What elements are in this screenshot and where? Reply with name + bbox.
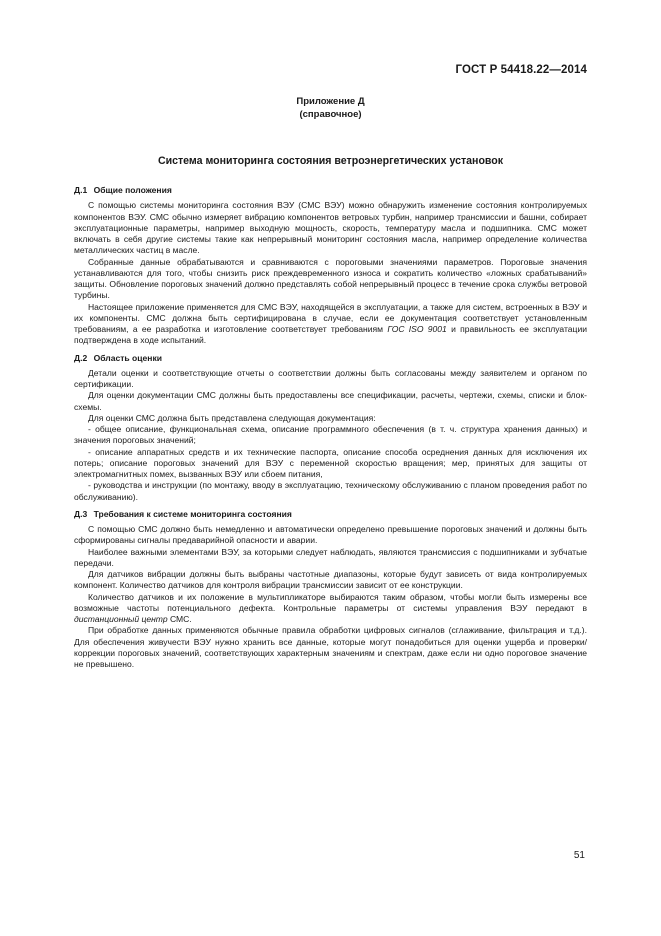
section-title: Требования к системе мониторинга состояния xyxy=(93,508,292,519)
paragraph: При обработке данных применяются обычные правила обработки цифровых сигналов (сглаживание, фильтрация и т.д.). Для обеспечения живучести ВЭУ нужно хранить все данные, которые могут понадобиться для оценки ущерба и проверки/коррекции пороговых значений, соответствующих характерным значениям и спектрам, даже если ни одно пороговое значение не превышено. xyxy=(74,625,587,669)
emphasis-term: дистанционный центр xyxy=(74,614,168,624)
section-number: Д.3 xyxy=(74,508,88,519)
paragraph: С помощью системы мониторинга состояния ВЭУ (СМС ВЭУ) можно обнаружить изменение состояния контролируемых компонентов ВЭУ. СМС обычно измеряет вибрацию компонентов ветровых турбин, например трансмиссии и башни, собирает эксплуатационные параметры, например выходную мощность, скорость, температуру масла и подшипника. СМС может включать в себя другие системы такие как непрерывный мониторинг состояния масла, например определение количества металлических частиц в масле. xyxy=(74,200,587,256)
paragraph: Для оценки СМС должна быть представлена следующая документация: xyxy=(88,412,376,423)
list-item: - общее описание, функциональная схема, описание программного обеспечения (в т. ч. структура хранения данных) и значения пороговых значений; xyxy=(74,424,587,446)
section-d2 xyxy=(74,353,587,503)
page-number: 51 xyxy=(573,850,585,861)
section-heading xyxy=(74,509,587,520)
list-item: - описание аппаратных средств и их технические паспорта, описание способа осреднения данных для исключения их потерь; описание пороговых значений для ВЭУ с переменной скоростью вращения; мер, принятых для защиты от электромагнитных помех, вызванных ВЭУ или сбоем питания, xyxy=(74,446,587,479)
standard-reference: ГОС ISO 9001 xyxy=(387,324,447,334)
section-d3 xyxy=(74,509,587,671)
annex-type: (справочное) xyxy=(299,109,362,120)
paragraph: Наиболее важными элементами ВЭУ, за которыми следует наблюдать, являются трансмиссия с подшипниками и зубчатые передачи. xyxy=(74,546,587,568)
paragraph xyxy=(74,592,587,626)
section-title: Область оценки xyxy=(93,352,162,363)
annex-label: Приложение Д xyxy=(296,96,365,107)
section-heading xyxy=(74,353,587,364)
paragraph xyxy=(74,302,587,347)
annex-label-block xyxy=(0,95,661,121)
paragraph: С помощью СМС должно быть немедленно и автоматически определено превышение пороговых значений и должны быть сформированы сигналы предаварийной опасности и аварии. xyxy=(74,524,587,546)
paragraph-text: СМС. xyxy=(167,614,192,624)
section-title: Общие положения xyxy=(93,185,172,195)
document-body xyxy=(74,185,587,676)
section-heading xyxy=(74,185,587,196)
standard-code: ГОСТ Р 54418.22—2014 xyxy=(455,64,587,76)
section-number: Д.2 xyxy=(74,352,88,363)
paragraph: Для датчиков вибрации должны быть выбраны частотные диапазоны, которые будут зависеть от вида контролируемых компонент. Количество датчиков для контроля вибрации трансмиссии зависит от ее конструкции. xyxy=(74,569,587,591)
list-item: - руководства и инструкции (по монтажу, вводу в эксплуатацию, техническому обслуживанию с планом проведения работ по обслуживанию). xyxy=(74,480,587,502)
paragraph-text: Настоящее приложение применяется для СМС ВЭУ, находящейся в эксплуатации, а также для систем, встроенных в ВЭУ и их компоненты. СМС должна быть сертифицирована в случае, если ее документация соответствует установленным требованиям, а ее разработка и изготовление соответствует требованиям xyxy=(74,301,587,334)
paragraph: Детали оценки и соответствующие отчеты о соответствии должны быть согласованы между заявителем и органом по сертификации. xyxy=(74,367,587,389)
paragraph: Собранные данные обрабатываются и сравниваются с пороговыми значениями параметров. Пороговые значения устанавливаются для того, чтобы снизить риск преждевременного износа и сократить количество «ложных срабатываний» защиты. Обновление пороговых значений должно представлять собой непрерывный процесс в течение срока службы ветровой турбины. xyxy=(74,256,587,301)
paragraph-text: и правильность ее эксплуатации подтверждена в ходе испытаний. xyxy=(74,324,587,346)
section-number: Д.1 xyxy=(74,185,88,195)
annex-title: Система мониторинга состояния ветроэнергетических установок xyxy=(157,155,504,167)
paragraph-text: Количество датчиков и их положение в мультипликаторе выбираются таким образом, чтобы могли быть измерены все возможные частоты потенциального дефекта. Контрольные параметры от системы управления ВЭУ передают в xyxy=(74,591,587,613)
paragraph: Для оценки документации СМС должны быть предоставлены все спецификации, расчеты, чертежи, схемы, списки и блок-схемы. xyxy=(74,390,587,412)
section-d1 xyxy=(74,185,587,347)
